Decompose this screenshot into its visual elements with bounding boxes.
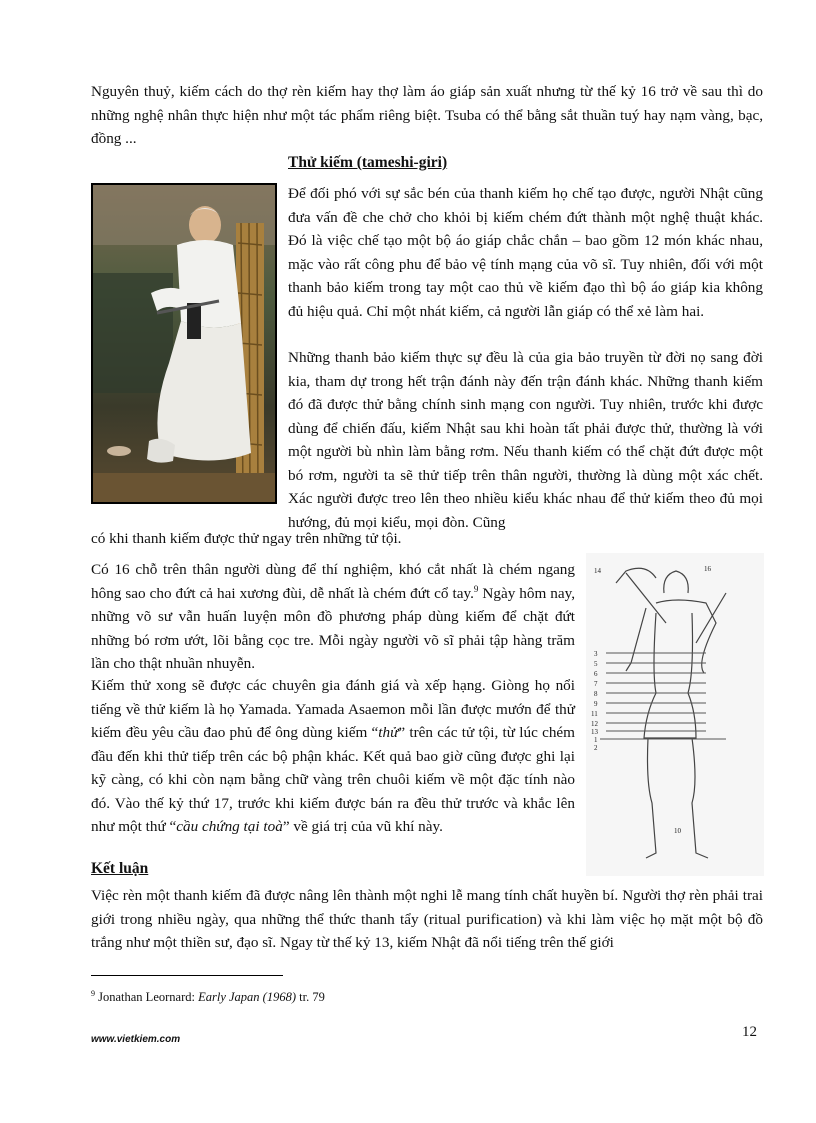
sword-testing-paragraph-tail: có khi thanh kiếm được thử ngay trên những tử tội. <box>91 530 402 547</box>
diagram-label-8: 12 <box>591 720 598 728</box>
intro-paragraph: Nguyên thuỷ, kiếm cách do thợ rèn kiếm hay thợ làm áo giáp sản xuất nhưng từ thế kỷ 16 trở về sau thì do những nghệ nhân thực hiện như một tác phẩm riêng biệt. Tsuba có thể bằng sắt thuần tuý hay nạm vàng, bạc, đồng ... <box>91 83 763 147</box>
swordsman-illustration <box>91 183 277 504</box>
diagram-label-1: 3 <box>594 650 598 658</box>
footer-website: www.vietkiem.com <box>91 1034 181 1045</box>
yamada-emphasis-cau-chung: cầu chứng tại toà <box>176 818 283 835</box>
section-heading-tameshi-giri: Thử kiếm (tameshi-giri) <box>288 154 448 171</box>
conclusion-paragraph: Việc rèn một thanh kiếm đã được nâng lên thành một nghi lễ mang tính chất huyền bí. Người thợ rèn phải trai giới trong nhiều ngày, qua những thể thức thanh tẩy (ritual purification) và khi làm việc họ mặt một bộ đồ trắng như một thiền sư, đạo sĩ. Ngay từ thế kỷ 13, kiếm Nhật đã nổi tiếng trên thế giới <box>91 887 763 951</box>
page-number: 12 <box>742 1024 757 1040</box>
footnote <box>91 986 325 1005</box>
footnote-title: Early Japan (1968) <box>198 990 296 1005</box>
diagram-label-6: 9 <box>594 700 598 708</box>
footnote-divider <box>91 975 283 976</box>
body-diagram-illustration <box>586 553 764 876</box>
yamada-emphasis-thu: thử <box>378 724 399 741</box>
diagram-label-7: 11 <box>591 710 598 718</box>
section-heading-conclusion: Kết luận <box>91 860 149 877</box>
cutting-points-text-a: Có 16 chỗ trên thân người dùng để thí nghiệm, khó cắt nhất là chém ngang hông sao cho đứt cả hai xương đùi, dễ nhất là chém đứt cổ tay. <box>91 561 575 602</box>
cutting-points-text-b: Ngày hôm nay, những võ sư vẫn huấn luyện môn đồ phương pháp dùng kiếm để chặt đứt những bó rơm ướt, lõi bằng cọc tre. Mỗi ngày người võ sĩ phải tập hàng trăm lần cho thật nhuần nhuyễn. <box>91 584 576 672</box>
cutting-points-diagram <box>586 553 764 876</box>
diagram-label-3: 6 <box>594 670 598 678</box>
swordsman-photo <box>91 183 277 504</box>
yamada-text-c: ” về giá trị của vũ khí này. <box>282 818 443 835</box>
diagram-label-11: 2 <box>594 744 598 752</box>
diagram-label-bottom: 10 <box>674 827 681 835</box>
yamada-text-b: ” trên các tử tội, từ lúc chém đầu đến khi thử tiếp trên các bộ phận khác. Kết quả bao giờ cũng được ghi lại kỹ càng, có khi còn nạm bằng chữ vàng trên chuôi kiếm về một đặc tính nào đó. Vào thế kỷ thứ 17, trước khi kiếm được bán ra đều thử trước và khắc lên như một thứ “ <box>91 724 575 835</box>
diagram-label-top-right: 16 <box>704 565 711 573</box>
diagram-label-2: 5 <box>594 660 598 668</box>
diagram-label-4: 7 <box>594 680 598 688</box>
footnote-reference: 9 <box>473 583 479 594</box>
diagram-label-9: 13 <box>591 728 598 736</box>
footnote-page: tr. 79 <box>296 990 325 1005</box>
diagram-label-5: 8 <box>594 690 598 698</box>
footnote-number: 9 <box>91 989 95 998</box>
yamada-paragraph <box>91 674 575 839</box>
footnote-author: Jonathan Leornard: <box>98 990 199 1005</box>
diagram-label-10: 1 <box>594 736 598 744</box>
diagram-label-top-left: 14 <box>594 567 601 575</box>
yamada-text-a: Kiếm thử xong sẽ được các chuyên gia đánh giá và xếp hạng. Giòng họ nổi tiếng về thử kiếm là họ Yamada. Yamada Asaemon mỗi lần được mướn để thử kiếm đều yêu cầu đao phủ để ông dùng kiếm “ <box>91 677 575 741</box>
cutting-points-paragraph <box>91 558 575 676</box>
sword-testing-paragraph: Những thanh bảo kiếm thực sự đều là của gia bảo truyền từ đời nọ sang đời kia, tham dự trong hết trận đánh này đến trận đánh khác. Những thanh kiếm đó đã được thử bằng chính sinh mạng con người. Tuy nhiên, trước khi được dùng để chiến đấu, kiếm Nhật sau khi hoàn tất phải được thử, thường là với một người bù nhìn làm bằng rơm. Nếu thanh kiếm có thể chặt đứt được một bó rơm, người ta sẽ thử tiếp trên thân người, thường là dùng một xác chết. Xác người được treo lên theo nhiều kiểu khác nhau để thử kiếm theo đủ mọi hướng, đủ mọi kiểu, mọi đòn. Cũng <box>288 349 763 531</box>
armor-paragraph: Để đối phó với sự sắc bén của thanh kiếm họ chế tạo được, người Nhật cũng đưa vấn đề che chở cho khỏi bị kiếm chém đứt thành một nghệ thuật khác. Đó là việc chế tạo một bộ áo giáp chắc chắn – bao gồm 12 món khác nhau, mặc vào rất công phu để bảo vệ tính mạng của võ sĩ. Tuy nhiên, đối với một thanh bảo kiếm trong tay một cao thủ về kiếm đạo thì bộ áo giáp kia không đủ hiệu quả. Chỉ một nhát kiếm, cả người lẫn giáp có thể xẻ làm hai. <box>288 185 763 320</box>
